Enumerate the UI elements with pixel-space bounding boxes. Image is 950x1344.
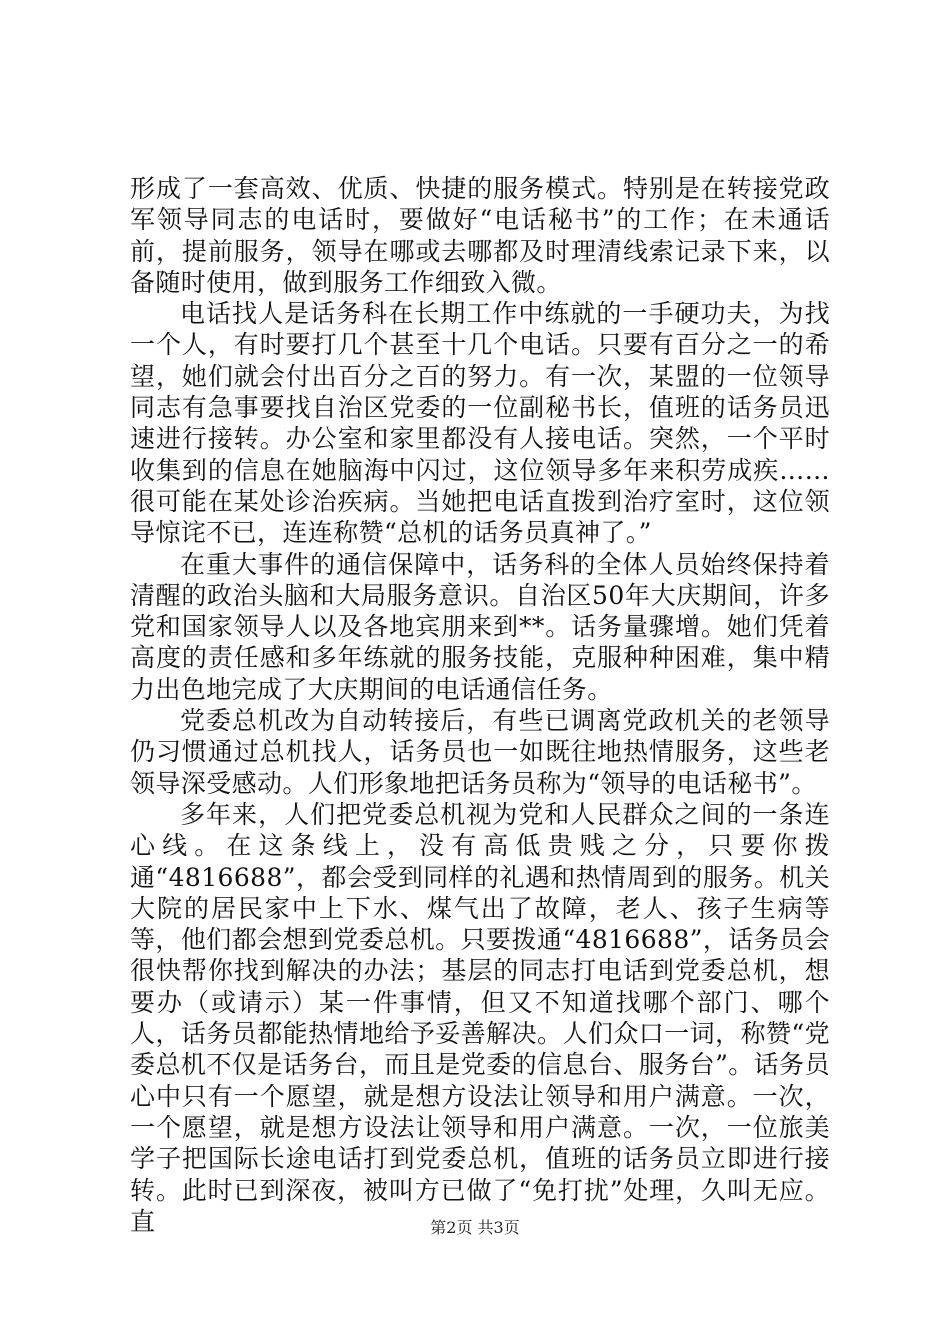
page-number-footer: 第2页 共3页 — [430, 1218, 520, 1237]
paragraph-phone-search: 电话找人是话务科在长期工作中练就的一手硬功夫，为找一个人，有时要打几个甚至十几个电话。只要有百分之一的希望，她们就会付出百分之百的努力。有一次，某盟的一位领导同志有急事要找自治区党委的一位副秘书长，值班的话务员迅速进行接转。办公室和家里都没有人接电话。突然，一个平时收集到的信息在她脑海中闪过，这位领导多年来积劳成疾……很可能在某处诊治疾病。当她把电话直拨到治疗室时，这位领导惊诧不已，连连称赞“总机的话务员真神了。” — [130, 299, 830, 548]
paragraph-major-events: 在重大事件的通信保障中，话务科的全体人员始终保持着清醒的政治头脑和大局服务意识。自治区50年大庆期间，许多党和国家领导人以及各地宾朋来到**。话务量骤增。她们凭着高度的责任感和多年练就的服务技能，克服种种困难，集中精力出色地完成了大庆期间的电话通信任务。 — [130, 549, 830, 704]
document-body — [130, 173, 830, 1237]
paragraph-heart-line: 多年来，人们把党委总机视为党和人民群众之间的一条连心线。在这条线上，没有高低贵贱之分，只要你拨通“4816688”，都会受到同样的礼遇和热情周到的服务。机关大院的居民家中上下水、煤气出了故障，老人、孩子生病等等，他们都会想到党委总机。只要拨通“4816688”，话务员会很快帮你找到解决的办法；基层的同志打电话到党委总机，想要办（或请示）某一件事情，但又不知道找哪个部门、哪个人，话务员都能热情地给予妥善解决。人们众口一词，称赞“党委总机不仅是话务台，而且是党委的信息台、服务台”。话务员心中只有一个愿望，就是想方设法让领导和用户满意。一次，一个愿望，就是想方设法让领导和用户满意。一次，一位旅美学子把国际长途电话打到党委总机，值班的话务员立即进行接转。此时已到深夜，被叫方已做了“免打扰”处理，久叫无应。直 — [130, 799, 830, 1236]
paragraph-auto-transfer: 党委总机改为自动转接后，有些已调离党政机关的老领导仍习惯通过总机找人，话务员也一如既往地热情服务，这些老领导深受感动。人们形象地把话务员称为“领导的电话秘书”。 — [130, 706, 830, 798]
paragraph-continuation: 形成了一套高效、优质、快捷的服务模式。特别是在转接党政军领导同志的电话时，要做好“电话秘书”的工作；在未通话前，提前服务，领导在哪或去哪都及时理清线索记录下来，以备随时使用，做到服务工作细致入微。 — [130, 174, 830, 297]
